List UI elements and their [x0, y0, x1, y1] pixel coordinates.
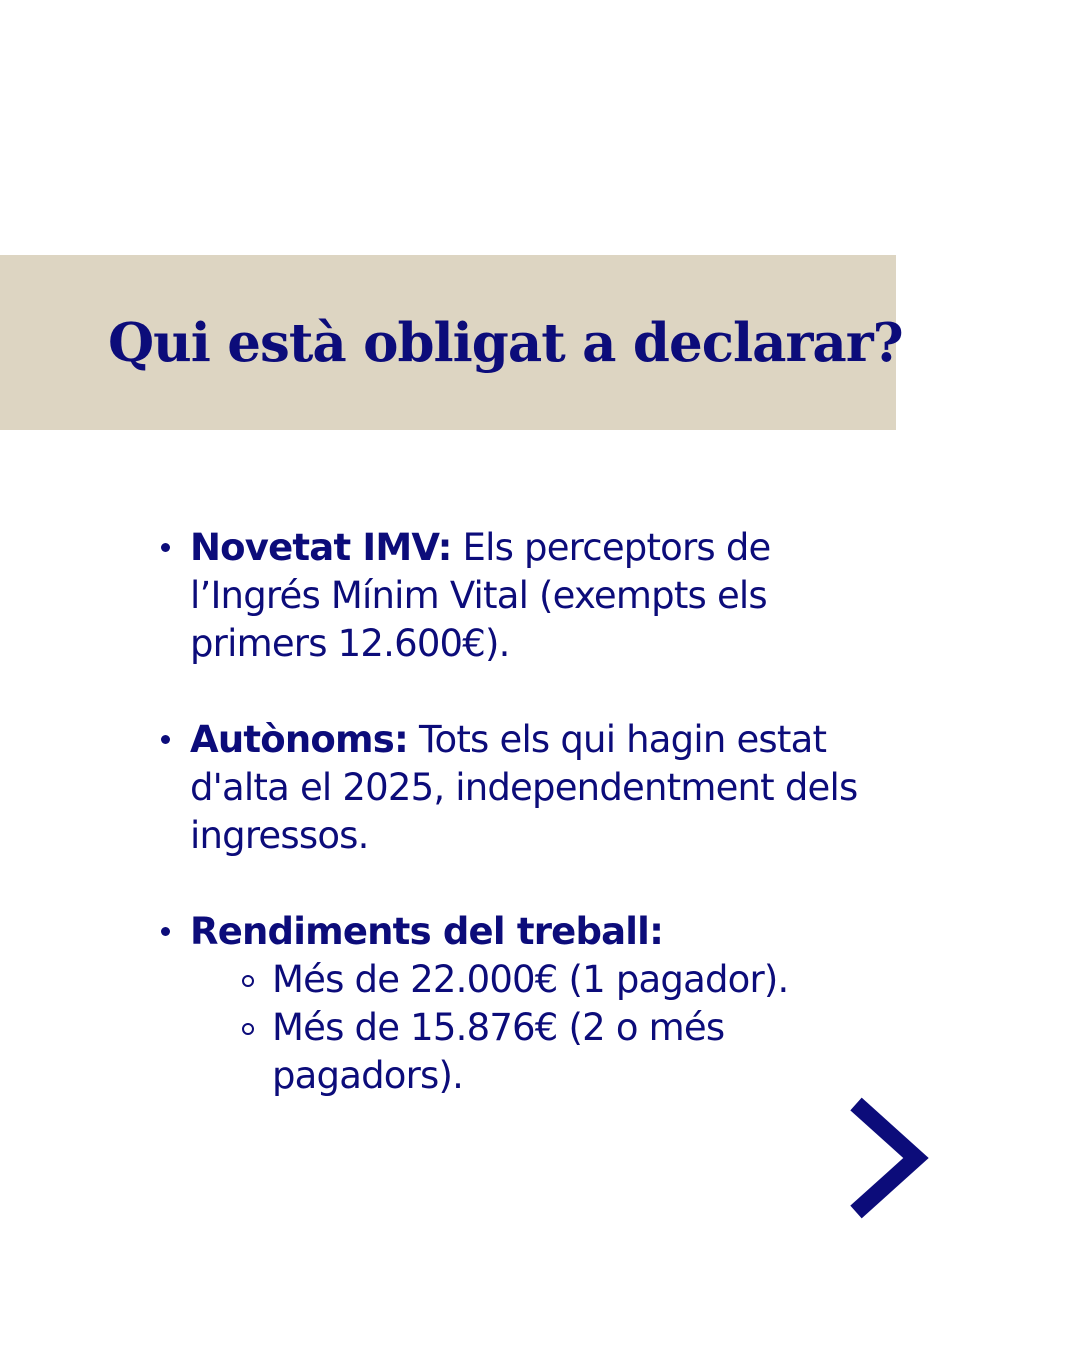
sub-item-text: Més de 22.000€ (1 pagador).	[272, 958, 789, 1001]
bullet-icon	[161, 735, 170, 744]
list-item-imv	[190, 524, 900, 668]
item-label: Novetat IMV:	[190, 526, 452, 569]
sub-list	[190, 956, 900, 1100]
bullet-icon	[161, 543, 170, 552]
chevron-right-icon[interactable]	[846, 1096, 930, 1220]
hollow-bullet-icon	[242, 1023, 254, 1035]
page-title: Qui està obligat a declarar?	[108, 312, 903, 374]
sub-list-item	[190, 1004, 900, 1100]
sub-item-text: Més de 15.876€ (2 o més pagadors).	[272, 1006, 725, 1097]
list-item-autonoms	[190, 716, 900, 860]
sub-list-item	[190, 956, 900, 1004]
item-text: Els perceptors de l’Ingrés Mínim Vital (exempts els primers 12.600€).	[190, 526, 771, 665]
bullet-icon	[161, 927, 170, 936]
requirements-list	[190, 524, 900, 1100]
item-label: Rendiments del treball:	[190, 910, 664, 953]
hollow-bullet-icon	[242, 975, 254, 987]
item-label: Autònoms:	[190, 718, 409, 761]
list-item-rendiments	[190, 908, 900, 1100]
item-text: Tots els qui hagin estat d'alta el 2025, independentment dels ingressos.	[190, 718, 858, 857]
